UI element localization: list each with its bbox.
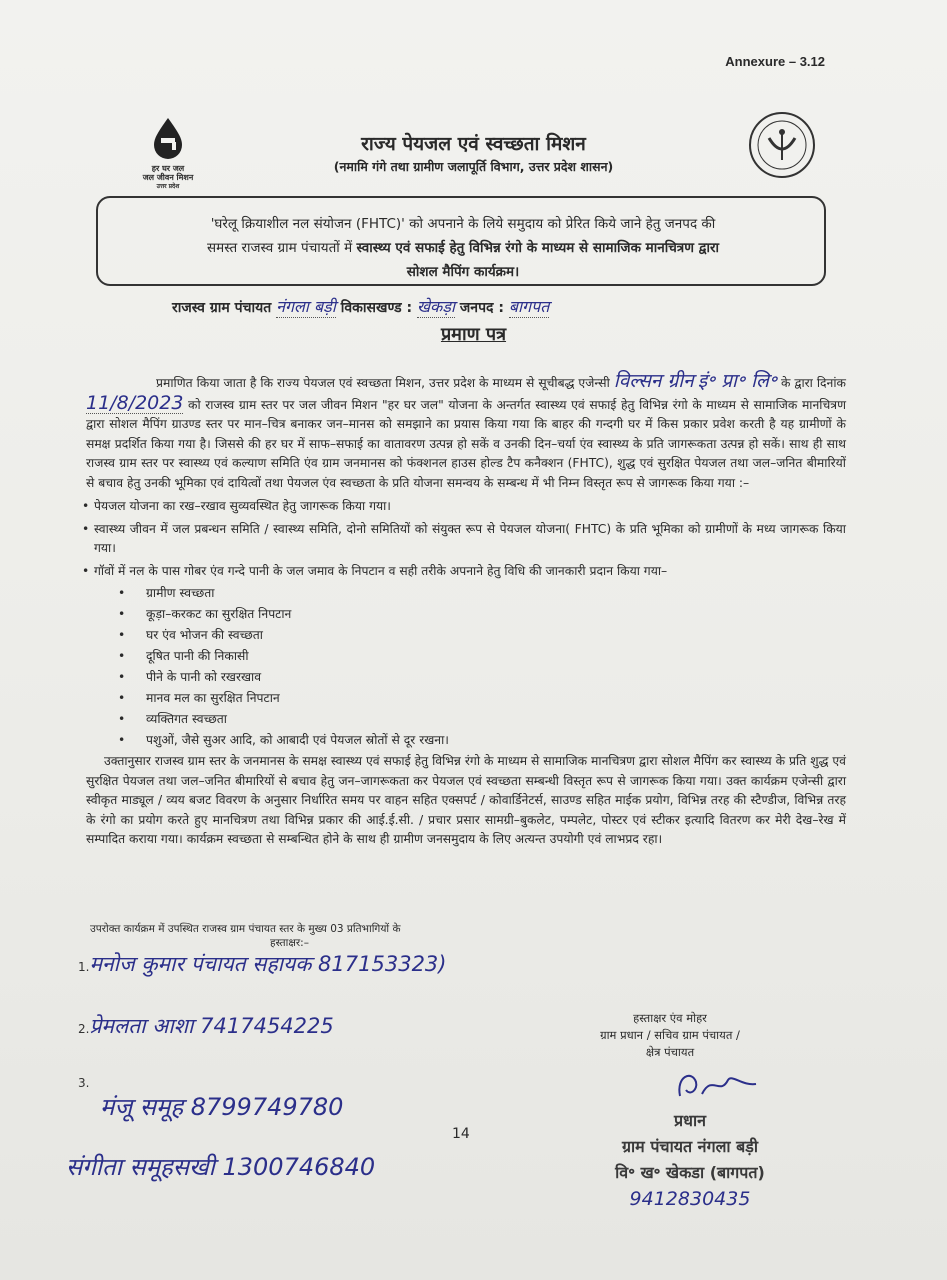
list-item: • मानव मल का सुरक्षित निपटान	[146, 689, 846, 709]
pradhan-panchayat: ग्राम पंचायत नंगला बड़ी	[622, 1137, 758, 1156]
page-number: 14	[452, 1126, 470, 1142]
signature-1: 1.मनोज कुमार पंचायत सहायक 817153323)	[78, 952, 447, 976]
signature-5: संगीता समूहसखी 1300746840	[66, 1153, 376, 1181]
signature-4: मंजू समूह 8799749780	[100, 1093, 344, 1121]
logo-caption-1: हर घर जल	[151, 164, 185, 173]
annexure-label: Annexure – 3.12	[725, 54, 825, 69]
stamp-line-3: क्षेत्र पंचायत	[645, 1045, 695, 1059]
stamp-line-2: ग्राम प्रधान / सचिव ग्राम पंचायत /	[600, 1028, 740, 1042]
awareness-list	[86, 497, 846, 581]
location-fields	[172, 295, 549, 318]
sanitation-topics-list	[86, 584, 846, 751]
para1-part-b: के द्वारा दिनांक	[781, 376, 846, 390]
participants-line-2: हस्ताक्षर:–	[270, 937, 309, 949]
pradhan-block: वि॰ ख॰ खेकडा (बागपत)	[615, 1163, 765, 1182]
list-item: • पशुओं, जैसे सुअर आदि, को आबादी एवं पेयजल स्रोतों से दूर रखना।	[146, 731, 846, 751]
list-item: • कूड़ा–करकट का सुरक्षित निपटान	[146, 605, 846, 625]
box-line-2-plain: समस्त राजस्व ग्राम पंचायतों में	[207, 240, 357, 256]
stamp-note	[560, 1010, 780, 1061]
stamp-line-1: हस्ताक्षर एंव मोहर	[633, 1011, 707, 1025]
pradhan-signature	[672, 1066, 762, 1106]
signature-2: 2.प्रेमलता आशा 7417454225	[78, 1014, 334, 1038]
list-item: • ग्रामीण स्वच्छता	[146, 584, 846, 604]
participants-note	[90, 922, 590, 950]
list-item: • व्यक्तिगत स्वच्छता	[146, 710, 846, 730]
program-date: 11/8/2023	[86, 391, 184, 414]
district-value: बागपत	[508, 297, 550, 316]
list-item: • पेयजल योजना का रख–रखाव सुव्यवस्थित हेतु जागरूक किया गया।	[86, 497, 846, 517]
agency-suffix: इं॰ प्रा॰ लि॰	[697, 370, 778, 392]
mission-subtitle: (नमामि गंगे तथा ग्रामीण जलापूर्ति विभाग, उत्तर प्रदेश शासन)	[333, 159, 614, 174]
gp-label: राजस्व ग्राम पंचायत	[172, 300, 272, 316]
box-line-3: सोशल मैपिंग कार्यक्रम।	[406, 264, 520, 280]
gp-value: नंगला बड़ी	[276, 297, 336, 316]
list-item: • स्वास्थ्य जीवन में जल प्रबन्धन समिति / स्वास्थ्य समिति, दोनो समितियों को संयुक्त रूप से पेयजल योजना( FHTC) के प्रति भूमिका को ग्रामीणों के मध्य जागरूक किया गया।	[86, 520, 846, 559]
logo-caption-2: जल जीवन मिशन	[142, 173, 194, 182]
certificate-title: प्रमाण पत्र	[440, 324, 507, 345]
pradhan-phone: 9412830435	[629, 1188, 751, 1210]
list-item: • गॉवों में नल के पास गोबर एंव गन्दे पानी के जल जमाव के निपटान व सही तरीके अपनाने हेतु विधि की जानकारी प्रदान किया गया–	[86, 562, 846, 582]
agency-name: विल्सन ग्रीन	[613, 370, 694, 392]
signature-3: 3.	[78, 1076, 90, 1090]
certificate-body	[86, 372, 846, 850]
box-line-1: 'घरेलू क्रियाशील नल संयोजन (FHTC)' को अपनाने के लिये समुदाय को प्रेरित किये जाने हेतु जनपद की	[210, 216, 716, 232]
program-title-box	[96, 196, 826, 286]
logo-caption-3: उत्तर प्रदेश	[156, 183, 180, 190]
list-item: • पीने के पानी को रखरखाव	[146, 668, 846, 688]
district-label: जनपद :	[459, 300, 504, 316]
para1-part-a: प्रमाणित किया जाता है कि राज्य पेयजल एवं स्वच्छता मिशन, उत्तर प्रदेश के माध्यम से सूचीबद्ध एजेन्सी	[156, 376, 610, 390]
mission-title: राज्य पेयजल एवं स्वच्छता मिशन	[361, 133, 586, 155]
box-line-2-bold: स्वास्थ्य एवं सफाई हेतु विभिन्न रंगो के माध्यम से सामाजिक मानचित्रण द्वारा	[356, 240, 719, 256]
pradhan-stamp	[590, 1108, 790, 1212]
list-item: • घर एंव भोजन की स्वच्छता	[146, 626, 846, 646]
block-value: खेकड़ा	[416, 297, 456, 316]
list-item: • दूषित पानी की निकासी	[146, 647, 846, 667]
participants-line-1: उपरोक्त कार्यक्रम में उपस्थित राजस्व ग्राम पंचायत स्तर के मुख्य 03 प्रतिभागियों के	[90, 923, 401, 935]
paragraph-1	[86, 372, 846, 493]
para1-part-c: को राजस्व ग्राम स्तर पर जल जीवन मिशन "हर घर जल" योजना के अन्तर्गत स्वास्थ्य एवं सफाई हेतु विभिन्न रंगो के माध्यम से सामाजिक मानचित्रण द्वारा सोशल मैपिंग ग्राउण्ड स्तर पर मान–चित्र बनाकर जन–मानस को समझाने का प्रयास किया गया कि बाहर की गन्दगी घर में किस प्रकार प्रवेश करती है यह ग्रामीणों के समक्ष प्रदर्शित किया गया है। जिससे की हर घर में साफ–सफाई का वातावरण उत्पन्न हो सकें व उनकी दिन–चर्या एंव स्वास्थ्य के प्रति जागरूकता उत्पन्न हो सकें। साथ ही साथ राजस्व ग्राम स्तर पर स्वास्थ्य एवं कल्याण समिति एंव ग्राम जनमानस को फंक्शनल हाउस होल्ड टैप कनैक्शन (FHTC), शुद्ध एवं सुरक्षित पेयजल तथा जल–जनित बीमारियों से बचाव हेतु उनकी भूमिका एवं दायित्वों तथा पेयजल एंव स्वच्छता के प्रति योजना समन्वय के सम्बन्ध में भी निम्न विस्तृत रूप से जागरूक किया गया :–	[86, 397, 846, 490]
block-label: विकासखण्ड :	[340, 300, 413, 316]
paragraph-2: उक्तानुसार राजस्व ग्राम स्तर के जनमानस के समक्ष स्वास्थ्य एवं सफाई हेतु विभिन्न रंगो के माध्यम से सामाजिक मानचित्रण द्वारा सोशल मैपिंग कर स्वास्थ्य के प्रति शुद्ध एवं सुरक्षित पेयजल तथा जल–जनित बीमारियों से बचाव हेतु जन–जागरूकता कर पेयजल एवं स्वच्छता सम्बन्धी विस्तृत रूप से जागरूक किया गया। उक्त कार्यक्रम एजेन्सी द्वारा स्वीकृत माड्यूल / व्यय बजट विवरण के अनुसार निर्धारित समय पर वाहन सहित एक्सपर्ट / कोवार्डिनेटर्स, साउण्ड सहित माईक प्रयोग, विभिन्न तरह की स्टैण्डीज, विभिन्न तरह के रंगो का प्रयोग करते हुए मानचित्रण तथा विभिन्न प्रकार की आई.ई.सी. / प्रचार प्रसार सामग्री–बुकलेट, पम्पलेट, पोस्टर एवं स्टीकर इत्यादि वितरण कर मेरी देख–रेख में सम्पादित कराया गया। कार्यक्रम स्वच्छता से सम्बन्धित होने के साथ ही ग्रामीण जनसमुदाय के लिए अत्यन्त उपयोगी एवं लाभप्रद रहा।	[86, 754, 846, 846]
pradhan-title: प्रधान	[674, 1111, 706, 1130]
